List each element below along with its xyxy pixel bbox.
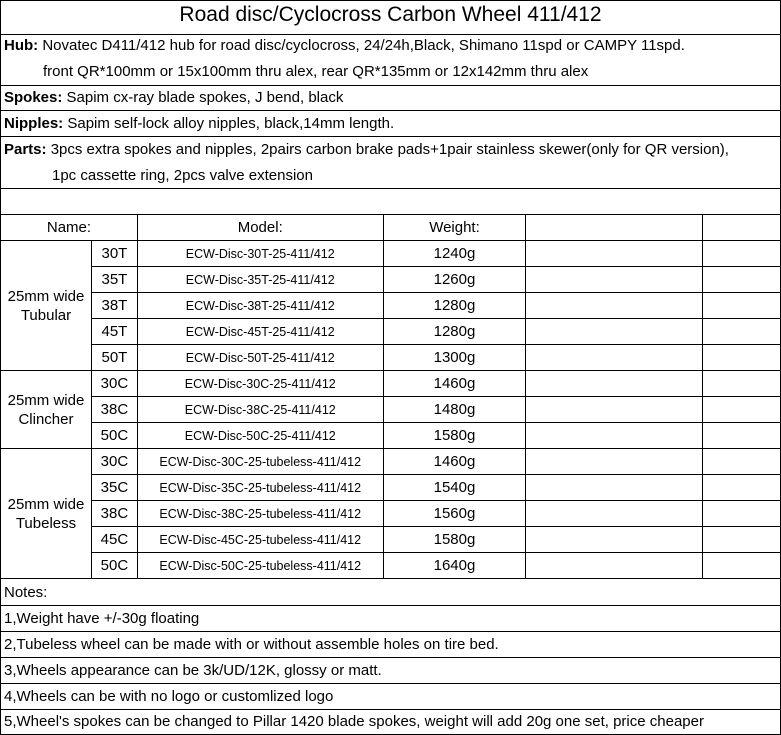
rim-size-cell: 45C: [91, 527, 137, 553]
empty-cell: [703, 319, 781, 345]
empty-cell: [526, 475, 703, 501]
empty-cell: [703, 527, 781, 553]
model-header: Model:: [137, 215, 383, 241]
weight-cell: 1300g: [383, 345, 526, 371]
weight-cell: 1580g: [383, 527, 526, 553]
empty-cell: [526, 267, 703, 293]
rim-size-cell: 30C: [91, 449, 137, 475]
table-row: [1, 397, 781, 423]
weight-cell: 1260g: [383, 267, 526, 293]
note-item: 2,Tubeless wheel can be made with or without assemble holes on tire bed.: [4, 636, 499, 653]
model-cell: ECW-Disc-50T-25-411/412: [137, 345, 383, 371]
group-name-line: Clincher: [18, 410, 74, 428]
group-name-line: Tubeless: [15, 514, 77, 532]
table-header-row: [1, 215, 781, 241]
empty-cell: [703, 449, 781, 475]
empty-cell: [526, 319, 703, 345]
divider: [0, 110, 781, 111]
group-name-line: 25mm wide: [7, 287, 85, 305]
empty-cell: [703, 397, 781, 423]
empty-cell: [526, 371, 703, 397]
weight-cell: 1280g: [383, 293, 526, 319]
weight-cell: 1480g: [383, 397, 526, 423]
divider: [0, 709, 781, 710]
hub-row: [4, 37, 781, 54]
table-row: [1, 345, 781, 371]
wheel-group-name: [1, 449, 92, 579]
rim-size-cell: 35C: [91, 475, 137, 501]
model-cell: ECW-Disc-50C-25-tubeless-411/412: [137, 553, 383, 579]
rim-size-cell: 38C: [91, 501, 137, 527]
rim-size-cell: 38C: [91, 397, 137, 423]
table-row: [1, 267, 781, 293]
weight-cell: 1240g: [383, 241, 526, 267]
parts-label: Parts:: [4, 141, 47, 158]
rim-size-cell: 38T: [91, 293, 137, 319]
divider: [0, 683, 781, 684]
table-row: [1, 475, 781, 501]
divider: [0, 657, 781, 658]
model-cell: ECW-Disc-45C-25-tubeless-411/412: [137, 527, 383, 553]
spokes-label: Spokes:: [4, 89, 63, 106]
weight-cell: 1560g: [383, 501, 526, 527]
divider: [0, 85, 781, 86]
table-row: [1, 553, 781, 579]
weight-cell: 1640g: [383, 553, 526, 579]
group-name-line: Tubular: [20, 306, 72, 324]
divider: [0, 136, 781, 137]
parts-text-continued: 1pc cassette ring, 2pcs valve extension: [52, 167, 313, 184]
model-cell: ECW-Disc-38C-25-411/412: [137, 397, 383, 423]
divider: [0, 605, 781, 606]
table-row: [1, 423, 781, 449]
rim-size-cell: 50C: [91, 423, 137, 449]
table-row: [1, 241, 781, 267]
weight-cell: 1280g: [383, 319, 526, 345]
weight-cell: 1580g: [383, 423, 526, 449]
empty-cell: [703, 371, 781, 397]
hub-text-continued: front QR*100mm or 15x100mm thru alex, rear QR*135mm or 12x142mm thru alex: [43, 63, 589, 80]
empty-cell: [703, 241, 781, 267]
nipples-label: Nipples:: [4, 115, 64, 132]
rim-size-cell: 45T: [91, 319, 137, 345]
divider: [0, 578, 781, 579]
empty-cell: [703, 423, 781, 449]
model-cell: ECW-Disc-38C-25-tubeless-411/412: [137, 501, 383, 527]
hub-label: Hub:: [4, 37, 39, 54]
empty-cell: [526, 215, 703, 241]
wheel-spec-table: [0, 214, 781, 579]
model-cell: ECW-Disc-45T-25-411/412: [137, 319, 383, 345]
parts-row: [4, 141, 781, 158]
empty-cell: [526, 423, 703, 449]
divider: [0, 34, 781, 35]
empty-cell: [526, 449, 703, 475]
table-row: [1, 293, 781, 319]
table-row: [1, 527, 781, 553]
rim-size-cell: 35T: [91, 267, 137, 293]
weight-cell: 1460g: [383, 371, 526, 397]
wheel-spec-table-body: [1, 215, 781, 579]
nipples-text: Sapim self-lock alloy nipples, black,14mm length.: [67, 115, 395, 132]
nipples-row: [4, 115, 781, 132]
model-cell: ECW-Disc-38T-25-411/412: [137, 293, 383, 319]
wheel-group-name: [1, 241, 92, 371]
empty-cell: [526, 527, 703, 553]
note-item: 3,Wheels appearance can be 3k/UD/12K, glossy or matt.: [4, 662, 382, 679]
empty-cell: [703, 267, 781, 293]
spokes-text: Sapim cx-ray blade spokes, J bend, black: [66, 89, 344, 106]
table-row: [1, 449, 781, 475]
weight-cell: 1540g: [383, 475, 526, 501]
model-cell: ECW-Disc-30C-25-tubeless-411/412: [137, 449, 383, 475]
parts-text: 3pcs extra spokes and nipples, 2pairs carbon brake pads+1pair stainless skewer(only for QR version),: [50, 141, 729, 158]
model-cell: ECW-Disc-50C-25-411/412: [137, 423, 383, 449]
group-name-line: 25mm wide: [7, 495, 85, 513]
weight-header: Weight:: [383, 215, 526, 241]
empty-cell: [526, 241, 703, 267]
divider: [0, 188, 781, 189]
rim-size-cell: 50C: [91, 553, 137, 579]
name-header: Name:: [1, 215, 138, 241]
wheel-group-name: [1, 371, 92, 449]
rim-size-cell: 30T: [91, 241, 137, 267]
hub-text: Novatec D411/412 hub for road disc/cyclocross, 24/24h,Black, Shimano 11spd or CAMPY 11spd.: [42, 37, 685, 54]
rim-size-cell: 50T: [91, 345, 137, 371]
empty-cell: [703, 553, 781, 579]
spokes-row: [4, 89, 781, 106]
empty-cell: [526, 397, 703, 423]
empty-cell: [526, 293, 703, 319]
empty-cell: [526, 345, 703, 371]
notes-heading: Notes:: [4, 584, 48, 601]
divider: [0, 631, 781, 632]
table-row: [1, 319, 781, 345]
note-item: 5,Wheel's spokes can be changed to Pillar 1420 blade spokes, weight will add 20g one set, price cheaper: [4, 713, 704, 730]
empty-cell: [703, 475, 781, 501]
group-name-line: 25mm wide: [7, 391, 85, 409]
note-item: 1,Weight have +/-30g floating: [4, 610, 200, 627]
rim-size-cell: 30C: [91, 371, 137, 397]
empty-cell: [703, 345, 781, 371]
empty-cell: [703, 501, 781, 527]
empty-cell: [703, 215, 781, 241]
empty-cell: [703, 293, 781, 319]
table-row: [1, 371, 781, 397]
sheet-title: Road disc/Cyclocross Carbon Wheel 411/412: [179, 3, 602, 26]
note-item: 4,Wheels can be with no logo or customlized logo: [4, 688, 334, 705]
model-cell: ECW-Disc-30C-25-411/412: [137, 371, 383, 397]
empty-cell: [526, 501, 703, 527]
weight-cell: 1460g: [383, 449, 526, 475]
model-cell: ECW-Disc-35C-25-tubeless-411/412: [137, 475, 383, 501]
empty-cell: [526, 553, 703, 579]
table-row: [1, 501, 781, 527]
model-cell: ECW-Disc-35T-25-411/412: [137, 267, 383, 293]
model-cell: ECW-Disc-30T-25-411/412: [137, 241, 383, 267]
